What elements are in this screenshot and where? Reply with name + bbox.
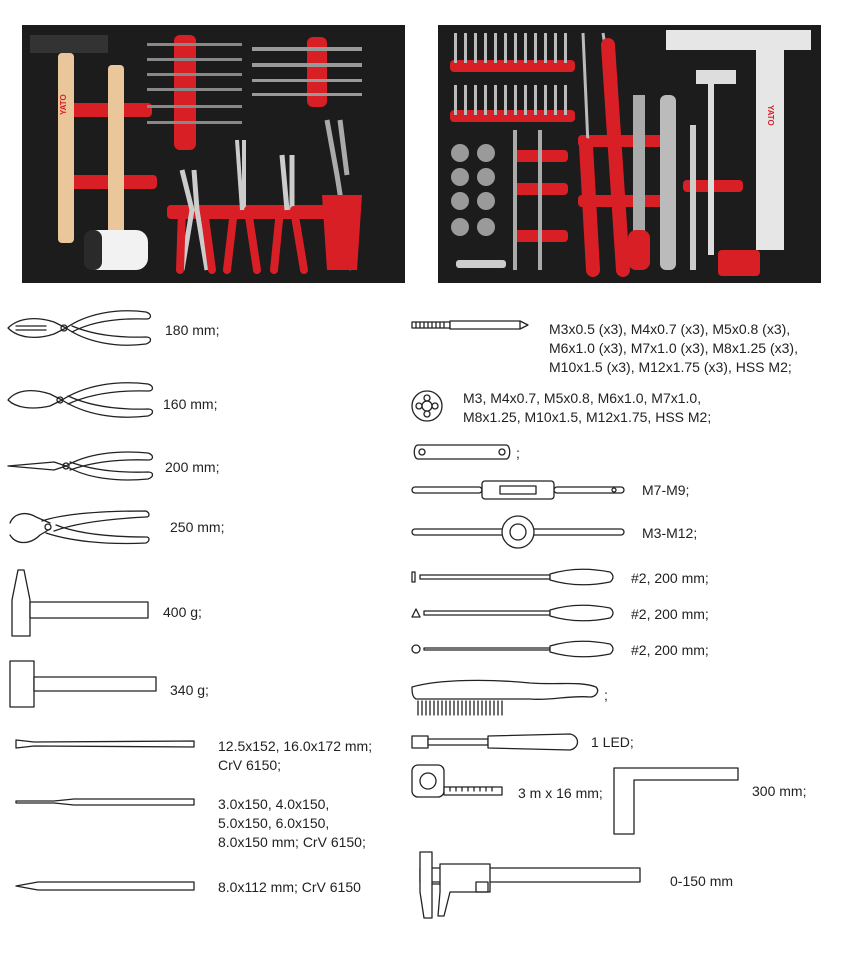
water-pump-pliers-icon <box>6 505 151 551</box>
label-tap: M3x0.5 (x3), M4x0.7 (x3), M5x0.8 (x3), M6x1.0 (x3), M7x1.0 (x3), M8x1.25 (x3), M10x1.5 (x3), M12x1.75 (x3), HSS M2; <box>549 321 798 375</box>
label-wire-brush: ; <box>604 687 608 703</box>
caliper-icon <box>410 848 644 922</box>
rubber-mallet-icon <box>8 659 158 709</box>
label-tape: 3 m x 16 mm; <box>518 785 603 801</box>
label-pin-punch: 3.0x150, 4.0x150, 5.0x150, 6.0x150, 8.0x150 mm; CrV 6150; <box>218 796 366 850</box>
label-long-nose: 200 mm; <box>165 459 220 475</box>
tape-measure-icon <box>410 763 510 801</box>
adapter-icon <box>412 443 512 461</box>
brand-text-right: YATO <box>766 105 775 126</box>
combination-pliers-icon <box>6 306 154 350</box>
label-mallet: 340 g; <box>170 682 209 698</box>
long-nose-pliers-icon <box>6 446 154 486</box>
center-punch-icon <box>14 878 196 894</box>
tray-right-drawing <box>438 25 821 283</box>
round-file-icon <box>410 638 614 660</box>
label-hammer: 400 g; <box>163 604 202 620</box>
steel-square-icon <box>612 766 742 836</box>
label-flat-file: #2, 200 mm; <box>631 570 709 586</box>
label-threading-die: M3, M4x0.7, M5x0.8, M6x1.0, M7x1.0, M8x1.25, M10x1.5, M12x1.75, HSS M2; <box>463 390 712 425</box>
threading-die-icon <box>410 389 444 423</box>
label-round-file: #2, 200 mm; <box>631 642 709 658</box>
die-stock-icon <box>410 514 626 550</box>
label-tap-wrench: M7-M9; <box>642 482 690 498</box>
brand-text-left: YATO <box>59 94 68 115</box>
label-magnet: 1 LED; <box>591 734 634 750</box>
telescopic-magnet-icon <box>410 730 582 754</box>
triangular-file-icon <box>410 602 614 624</box>
label-flat-chisel: 12.5x152, 16.0x172 mm; CrV 6150; <box>218 738 373 773</box>
pin-punch-icon <box>14 795 196 809</box>
label-adapter: ; <box>516 445 520 461</box>
label-center-punch: 8.0x112 mm; CrV 6150 <box>218 879 361 895</box>
tool-tray-photo-right <box>438 25 821 283</box>
tap-wrench-icon <box>410 479 626 501</box>
label-triangular-file: #2, 200 mm; <box>631 606 709 622</box>
label-die-stock: M3-M12; <box>642 525 698 541</box>
tool-tray-photo-left <box>22 25 405 283</box>
side-cutter-pliers-icon <box>6 376 154 424</box>
tap-icon <box>410 316 538 334</box>
flat-chisel-icon <box>14 737 196 751</box>
label-water-pump: 250 mm; <box>170 519 225 535</box>
flat-file-icon <box>410 566 614 588</box>
label-combination-pliers: 180 mm; <box>165 322 220 338</box>
tray-left-drawing <box>22 25 405 283</box>
label-caliper: 0-150 mm <box>670 873 734 889</box>
wire-brush-icon <box>410 677 600 721</box>
label-side-cutter: 160 mm; <box>163 396 218 412</box>
machinist-hammer-icon <box>8 566 150 638</box>
label-square: 300 mm; <box>752 783 807 799</box>
